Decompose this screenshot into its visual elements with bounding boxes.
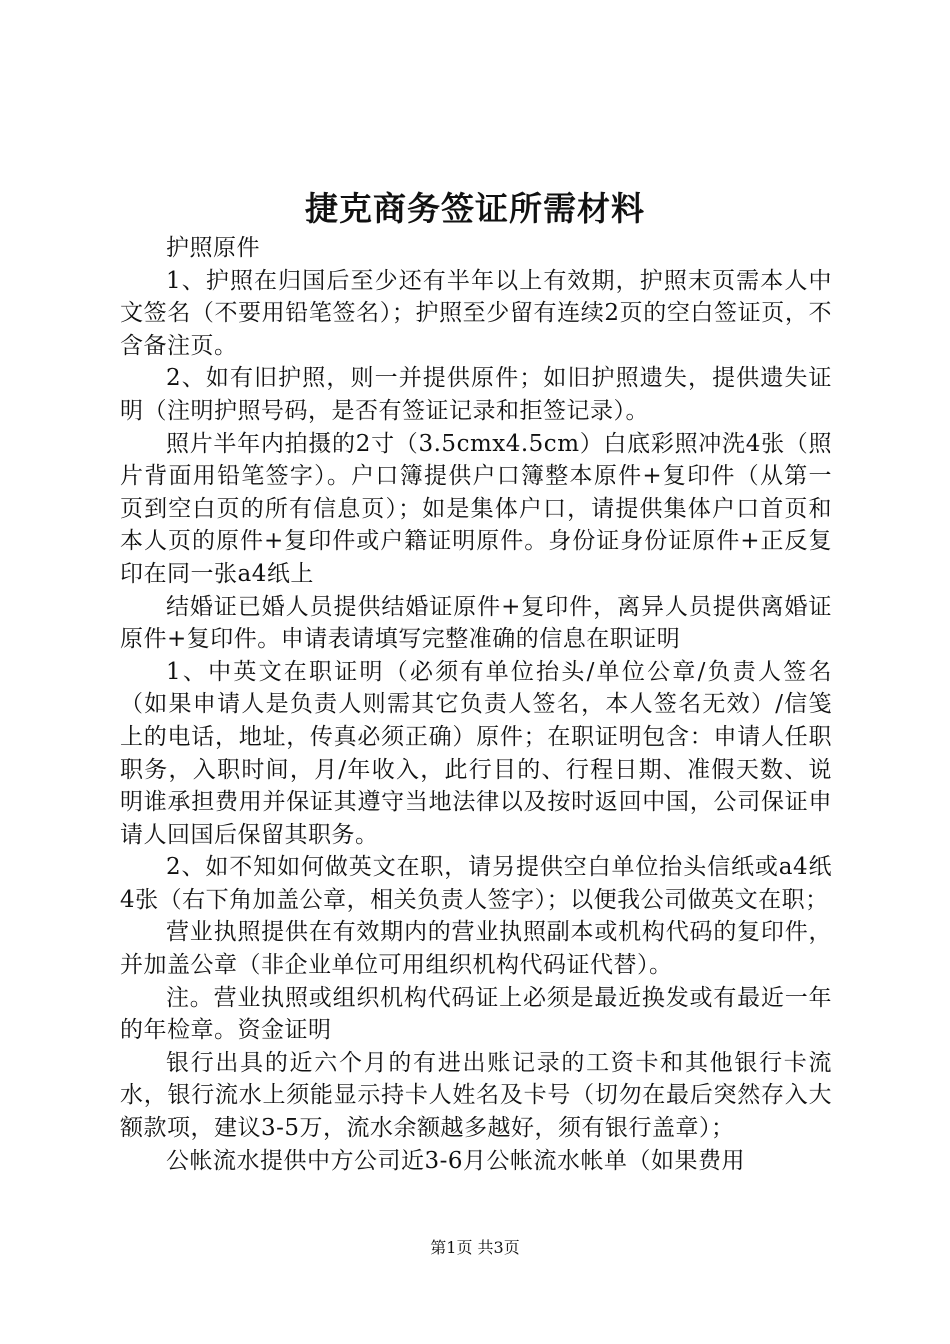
document-title: 捷克商务签证所需材料 <box>305 189 645 228</box>
paragraph: 结婚证已婚人员提供结婚证原件+复印件，离异人员提供离婚证原件+复印件。申请表请填写完整准确的信息在职证明 <box>120 593 832 653</box>
paragraph: 银行出具的近六个月的有进出账记录的工资卡和其他银行卡流水，银行流水上须能显示持卡人姓名及卡号（切勿在最后突然存入大额款项，建议3-5万，流水余额越多越好，须有银行盖章）； <box>120 1049 832 1142</box>
page-footer: 第1页 共3页 <box>430 1238 520 1257</box>
document-body <box>120 232 832 1177</box>
paragraph: 营业执照提供在有效期内的营业执照副本或机构代码的复印件，并加盖公章（非企业单位可用组织机构代码证代替）。 <box>120 919 832 979</box>
paragraph: 照片半年内拍摄的2寸（3.5cmx4.5cm）白底彩照冲洗4张（照片背面用铅笔签字）。户口簿提供户口簿整本原件+复印件（从第一页到空白页的所有信息页）；如是集体户口，请提供集体户口首页和本人页的原件+复印件或户籍证明原件。身份证身份证原件+正反复印在同一张a4纸上 <box>120 430 832 587</box>
paragraph: 护照原件 <box>166 235 260 261</box>
paragraph: 1、中英文在职证明（必须有单位抬头/单位公章/负责人签名（如果申请人是负责人则需其它负责人签名，本人签名无效）/信笺上的电话，地址，传真必须正确）原件；在职证明包含：申请人任职职务，入职时间，月/年收入，此行目的、行程日期、准假天数、说明谁承担费用并保证其遵守当地法律以及按时返回中国，公司保证申请人回国后保留其职务。 <box>120 658 832 848</box>
paragraph: 注。营业执照或组织机构代码证上必须是最近换发或有最近一年的年检章。资金证明 <box>120 984 832 1044</box>
paragraph: 1、护照在归国后至少还有半年以上有效期，护照末页需本人中文签名（不要用铅笔签名）；护照至少留有连续2页的空白签证页，不含备注页。 <box>120 267 832 359</box>
paragraph: 2、如不知如何做英文在职，请另提供空白单位抬头信纸或a4纸4张（右下角加盖公章，相关负责人签字）；以便我公司做英文在职； <box>120 854 832 913</box>
paragraph: 2、如有旧护照，则一并提供原件；如旧护照遗失，提供遗失证明（注明护照号码，是否有签证记录和拒签记录）。 <box>120 365 832 424</box>
paragraph: 公帐流水提供中方公司近3-6月公帐流水帐单（如果费用 <box>166 1147 746 1174</box>
